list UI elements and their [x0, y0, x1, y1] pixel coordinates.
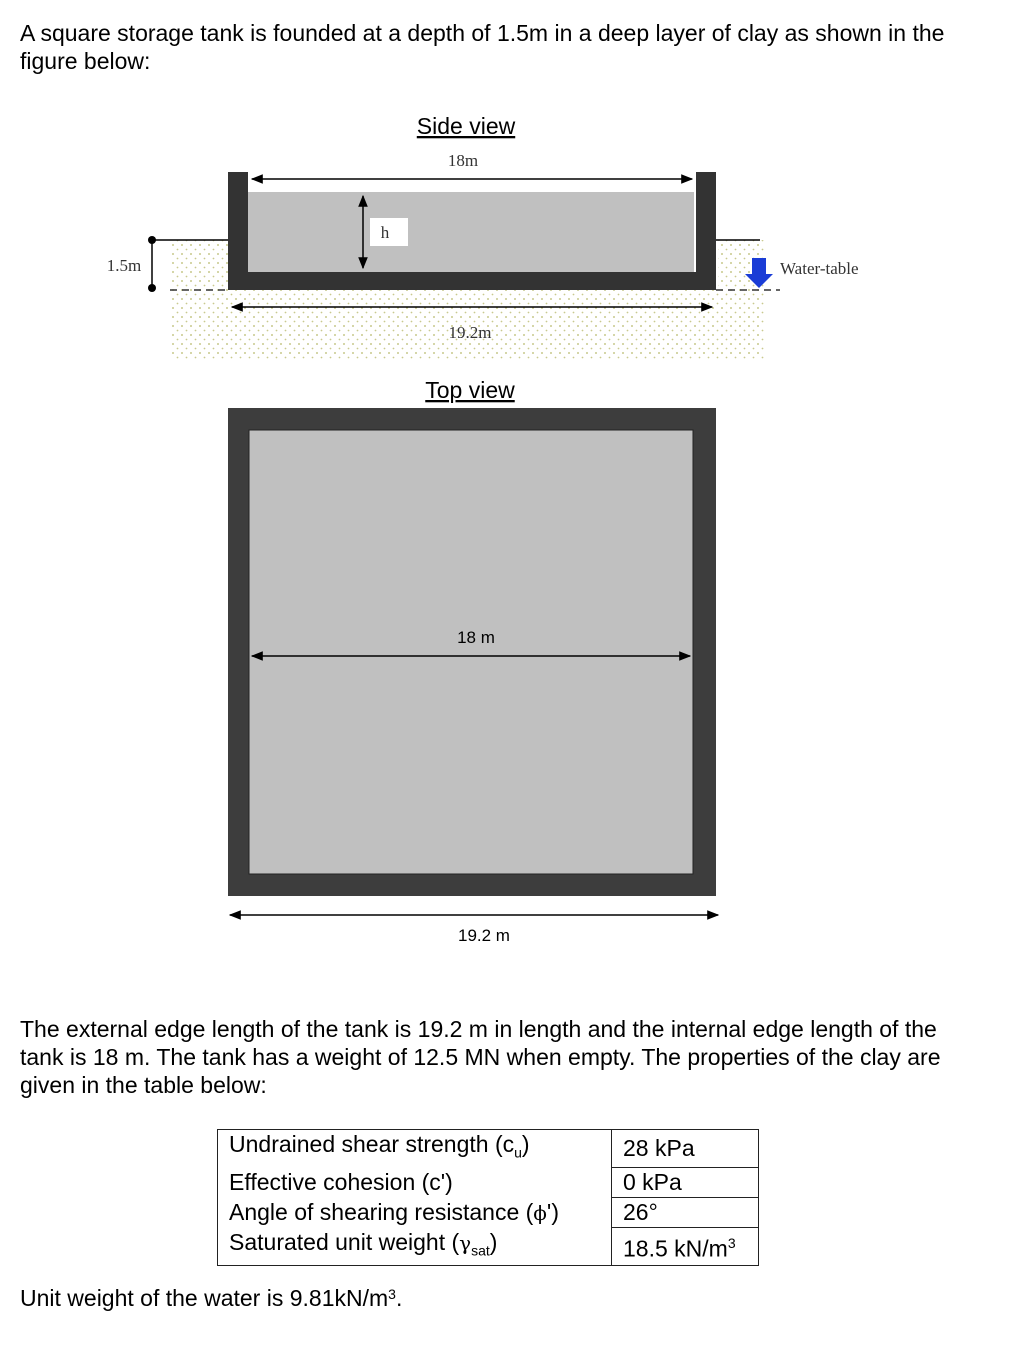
tank-base [228, 272, 716, 290]
side-internal-width-label: 18m [447, 151, 479, 170]
water-table-arrow-icon [752, 258, 766, 276]
water-unit-weight-note: Unit weight of the water is $9.81kN/m^3$. [20, 1285, 403, 1311]
top-view-title: Top view [425, 377, 515, 403]
top-external-width-label: 19.2 m [458, 926, 510, 945]
table-row [218, 1198, 759, 1228]
property-value: 28 kPa [612, 1130, 759, 1168]
description-paragraph: The external edge length of the tank is 19.2 m in length and the internal edge length of the tank is 18 m. The tank has a weight of 12.5 MN when empty. The properties of the clay are given in the table below: [20, 1016, 941, 1098]
property-label: Undrained shear strength $(c_u)$ [218, 1130, 612, 1168]
side-external-width-label: 19.2m [448, 323, 492, 342]
top-internal-width-label: 18 m [457, 628, 495, 647]
water-table-label: Water-table [780, 259, 859, 278]
property-value: 0 kPa [612, 1168, 759, 1198]
table-row [218, 1228, 759, 1266]
side-view-title: Side view [416, 113, 516, 139]
depth-label: 1.5m [106, 256, 142, 275]
table-row [218, 1130, 759, 1168]
water-height-label: h [380, 223, 390, 242]
property-label: Angle of shearing resistance (ϕ') [218, 1198, 612, 1228]
property-label: Effective cohesion (c') [218, 1168, 612, 1198]
property-value: 26° [612, 1198, 759, 1228]
intro-paragraph: A square storage tank is founded at a depth of 1.5m in a deep layer of clay as shown in the figure below: [20, 20, 945, 74]
tank-interior-top [249, 430, 693, 874]
property-label: Saturated unit weight $(\gamma_{sat})$ [218, 1228, 612, 1266]
tank-water-side [248, 192, 694, 272]
clay-properties-table [217, 1129, 759, 1266]
table-row [218, 1168, 759, 1198]
property-value: 18.5 $kN/m^3$ [612, 1228, 759, 1266]
